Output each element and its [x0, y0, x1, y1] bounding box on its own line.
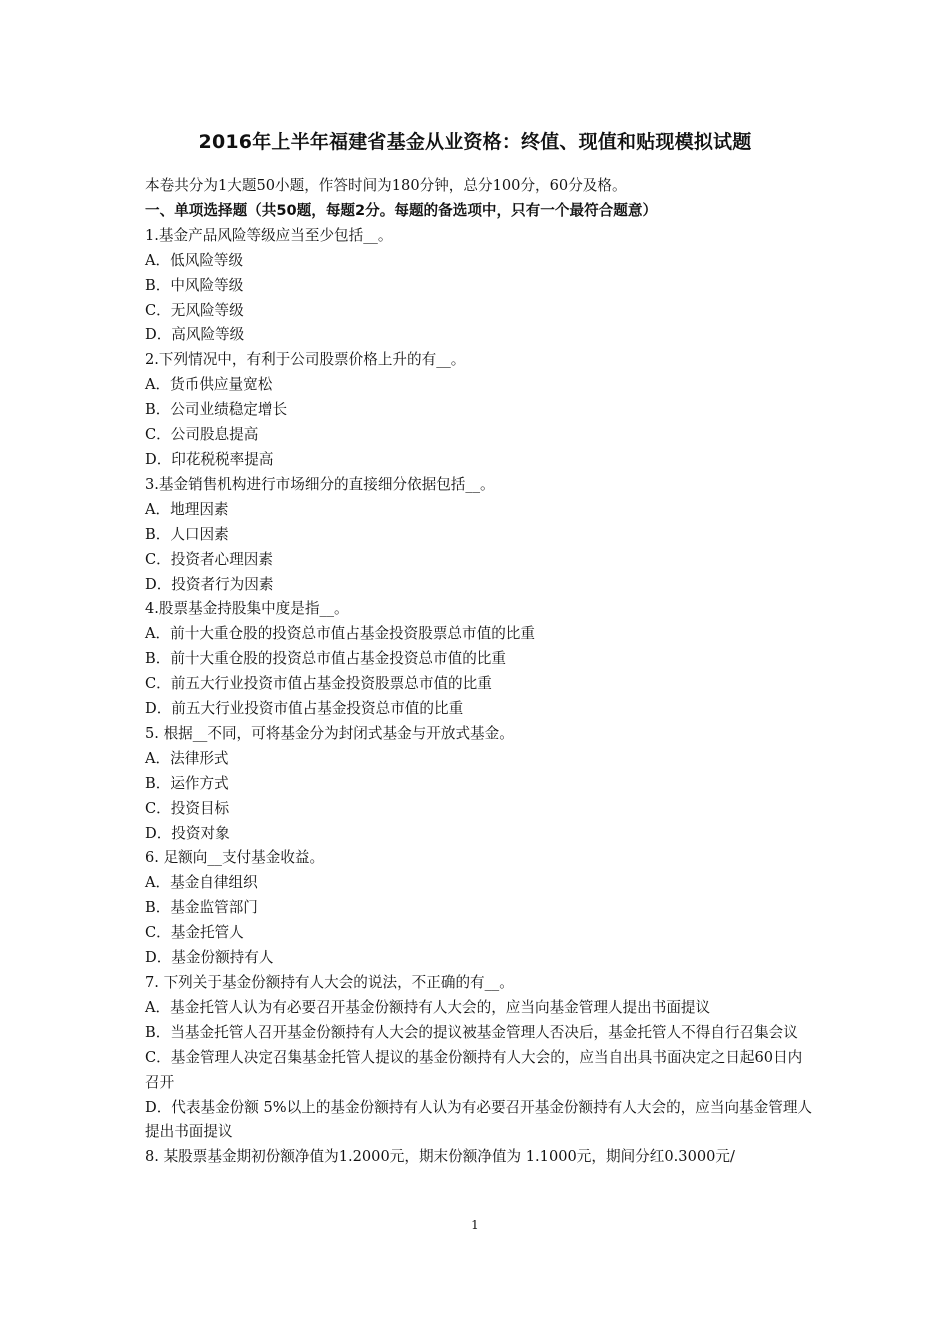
answer-option: D．投资者行为因素	[145, 575, 274, 593]
answer-option: C．投资者心理因素	[145, 550, 273, 568]
answer-option: C．前五大行业投资市值占基金投资股票总市值的比重	[145, 675, 492, 693]
answer-option: B．前十大重仓股的投资总市值占基金投资总市值的比重	[145, 650, 506, 668]
answer-option: B．基金监管部门	[145, 899, 258, 917]
question-stem: 1.基金产品风险等级应当至少包括__。	[145, 226, 393, 244]
answer-option: A．地理因素	[145, 500, 229, 518]
page-number: 1	[471, 1218, 479, 1232]
answer-option: B．中风险等级	[145, 276, 244, 294]
question-stem: 5. 根据__不同，可将基金分为封闭式基金与开放式基金。	[145, 724, 514, 742]
answer-option: D．印花税税率提高	[145, 450, 274, 468]
answer-option: D．前五大行业投资市值占基金投资总市值的比重	[145, 700, 464, 718]
section-heading: 一、单项选择题（共50题，每题2分。每题的备选项中，只有一个最符合题意）	[145, 201, 658, 219]
answer-option: C．公司股息提高	[145, 426, 259, 444]
question-stem: 6. 足额向__支付基金收益。	[145, 849, 325, 867]
question-stem: 4.股票基金持股集中度是指__。	[145, 600, 349, 618]
answer-option: A．法律形式	[145, 749, 229, 767]
answer-option: B．运作方式	[145, 774, 229, 792]
question-stem: 7. 下列关于基金份额持有人大会的说法，不正确的有__。	[145, 974, 514, 991]
answer-option: B．公司业绩稳定增长	[145, 401, 288, 419]
answer-option: D．代表基金份额 5%以上的基金份额持有人认为有必要召开基金份额持有人大会的，应当向基金管理人提出书面提议	[145, 1098, 813, 1141]
question-stem: 2.下列情况中，有利于公司股票价格上升的有__。	[145, 351, 466, 369]
answer-option: C．投资目标	[145, 799, 230, 817]
answer-option: D．投资对象	[145, 824, 230, 842]
answer-option: A．前十大重仓股的投资总市值占基金投资股票总市值的比重	[145, 625, 535, 643]
question-stem: 3.基金销售机构进行市场细分的直接细分依据包括__。	[145, 475, 495, 493]
answer-option: A．货币供应量宽松	[145, 376, 273, 394]
answer-option: B．当基金托管人召开基金份额持有人大会的提议被基金管理人否决后，基金托管人不得自行召集会议	[145, 1023, 798, 1041]
answer-option: A．基金自律组织	[145, 874, 258, 892]
document-body	[145, 174, 813, 1170]
document-title: 2016年上半年福建省基金从业资格：终值、现值和贴现模拟试题	[198, 131, 752, 153]
answer-option: A．低风险等级	[145, 251, 244, 269]
answer-option: C．基金托管人	[145, 924, 244, 942]
answer-option: C．基金管理人决定召集基金托管人提议的基金份额持有人大会的，应当自出具书面决定之日起60日内召开	[145, 1048, 803, 1091]
exam-intro: 本卷共分为1大题50小题，作答时间为180分钟，总分100分，60分及格。	[145, 177, 627, 194]
answer-option: B．人口因素	[145, 525, 229, 543]
answer-option: C．无风险等级	[145, 301, 244, 319]
answer-option: D．高风险等级	[145, 326, 245, 344]
answer-option: D．基金份额持有人	[145, 949, 274, 967]
question-stem: 8. 某股票基金期初份额净值为1.2000元，期末份额净值为 1.1000元，期间分红0.3000元/	[145, 1148, 735, 1166]
answer-option: A．基金托管人认为有必要召开基金份额持有人大会的，应当向基金管理人提出书面提议	[145, 998, 711, 1016]
